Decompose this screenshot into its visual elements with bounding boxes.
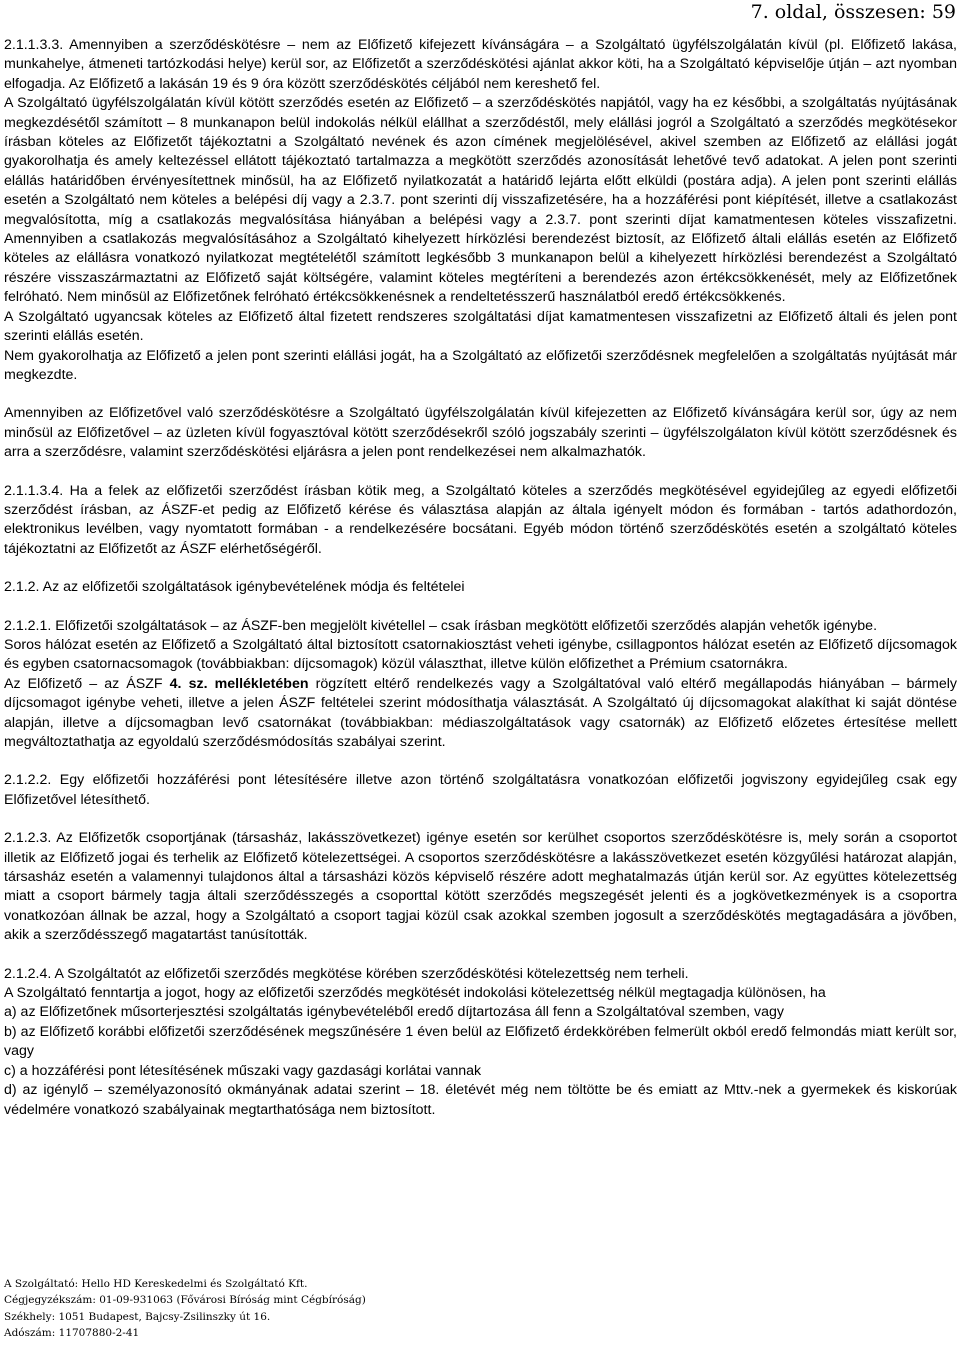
paragraph-refusal-right: A Szolgáltató fenntartja a jogot, hogy az előfizetői szerződés megkötését indokolási kötelezettség nélkül megtagadja különösen, ha <box>4 985 826 1002</box>
text-segment: rögzített eltérő rendelkezés vagy a Szolgáltatóval való eltérő megállapodás hiányában – bármely díjcsomagot igénybe veheti, illetve a jelen ÁSZF feltételei szerint módosíthatja választását. A Szolgáltató új díjcsomagokat alakíthat ki saját döntése alapján, illetve a díjcsomagban levő csatornákat (továbbiakban: médiaszolgáltatások vagy csatornák) az Előfizető előzetes értesítése mellett megváltoztathatja az egyoldalú szerződésmódosítás szabályai szerint. <box>4 675 957 750</box>
paragraph-2-1-2-4: 2.1.2.4. A Szolgáltatót az előfizetői szerződés megkötése körében szerződéskötési kötelezettség nem terheli. <box>4 965 689 982</box>
text-segment: Az Előfizető – az ÁSZF <box>4 675 170 692</box>
paragraph-withdrawal-right: A Szolgáltató ügyfélszolgálatán kívül kötött szerződés esetén az Előfizető – a szerződéskötés napjától, vagy ha ez későbbi, a szolgáltatás nyújtásának megkezdésétől számított – 8 munkanapon belül indokolás nélkül elállhat a szerződéstől, mely elállási jogról a Szolgáltató a szerződés megkötésekor írásban köteles az Előfizetőt tájékoztatni a Szolgáltató nevének és azon címének megjelölésével, akivel szemben az Előfizető az elállási jogát gyakorolhatja és amely keltezéssel ellátott tájékoztató tartalmazza a megkötött szerződés azonosítását lehetővé tevő adatokat. A jelen pont szerinti elállás határidőben érvényesítettnek minősül, ha az Előfizető nyilatkozatát a határidő lejárta előtt elküldi (postára adja). A jelen pont szerinti elállás esetén a Szolgáltató nem köteles a belépési díj vagy a 2.3.7. pont szerinti díj visszafizetésére, ha a hozzáférési pont kiépítését, illetve a csatlakozást megvalósította, míg a csatlakozás megvalósítása hiányában a belépési vagy a 2.3.7. pont szerinti díjat kamatmentesen köteles visszafizetni. Amennyiben a csatlakozás megvalósításához a Szolgáltató kihelyezett hírközlési berendezést biztosít, az Előfizető általi elállás esetén az Előfizető köteles az elállásra vonatkozó nyilatkozat megtételétől számított legkésőbb 3 munkanapon belül a kihelyezett hírközlési berendezést a Szolgáltató részére visszaszármaztatni az Előfizető saját költségére, valamint köteles megtéríteni a berendezés azon értékcsökkenését, mely az Előfizetőnek felróható. Nem minősül az Előfizetőnek felróható értékcsökkenésnek a rendeltetésszerű használatból eredő értékcsökkenés. <box>4 95 957 306</box>
footer-company-name: A Szolgáltató: Hello HD Kereskedelmi és Szolgáltató Kft. <box>4 1278 308 1290</box>
paragraph-2-1-1-3-3: 2.1.1.3.3. Amennyiben a szerződéskötésre – nem az Előfizető kifejezett kívánságára – a Szolgáltató ügyfélszolgálatán kívül (pl. Előfizető lakása, munkahelye, átmeneti tartózkodási helye) kerül sor, az Előfizetőt a szerződéskötési ajánlat akkor köti, ha a Szolgáltató képviselője útján – azt nyomban elfogadja. Az Előfizető a lakásán 19 és 9 óra között szerződéskötés céljából nem kereshető fel. <box>4 37 957 92</box>
paragraph-fee-refund: A Szolgáltató ugyancsak köteles az Előfizető által fizetett rendszeres szolgáltatási díjat kamatmentesen visszafizetni az Előfizető általi és jelen pont szerinti elállás esetén. <box>4 308 957 345</box>
paragraph-withdrawal-exception: Nem gyakorolhatja az Előfizető a jelen pont szerinti elállási jogát, ha a Szolgáltató az előfizetői szerződésnek megfelelően a szolgáltatás nyújtását már megkezdte. <box>4 347 957 383</box>
footer-registration-number: Cégjegyzékszám: 01-09-931063 (Fővárosi Bíróság mint Cégbíróság) <box>4 1294 366 1307</box>
footer-tax-number: Adószám: 11707880-2-41 <box>4 1327 140 1340</box>
list-item-b: b) az Előfizető korábbi előfizetői szerződésének megszűnésére 1 éven belül az Előfizető érdekkörében felmerült okból eredő felmondás miatt került sor, vagy <box>4 1023 957 1060</box>
paragraph-2-1-2-3: 2.1.2.3. Az Előfizetők csoportjának (társasház, lakásszövetkezet) igénye esetén sor kerülhet csoportos szerződéskötésre is, mely során a csoportot illetik az Előfizető jogai és terhelik az Előfizető kötelezettségei. A csoportos szerződéskötésre a lakásszövetkezet esetén közgyűlési határozat alapján, társasház esetén a valamennyi tulajdonos által a társasházi közös képviselő részére adott meghatalmazás útján kerül sor. Az együttes kötelezettség miatt a csoport bármely tagja általi szerződésszegés a csoporttal kötött szerződés megszegését jelenti és a jogkövetkezmények is a csoportra vonatkozóan állnak be azzal, hogy a Szolgáltató a csoport tagjai közül csak azokkal szemben jogosult a szerződéskötés megtagadására a jövőben, akik a szerződésszegő magatartást tanúsították. <box>4 830 957 944</box>
paragraph-package-choice <box>4 675 957 753</box>
paragraph-2-1-2-1: 2.1.2.1. Előfizetői szolgáltatások – az ÁSZF-ben megjelölt kivétellel – csak írásban megkötött előfizetői szerződés alapján vehetők igénybe. <box>4 617 878 634</box>
paragraph-2-1-2-2: 2.1.2.2. Egy előfizetői hozzáférési pont létesítésére illetve azon történő szolgáltatásra vonatkozóan előfizetői jogviszony egyidejűleg csak egy Előfizetővel létesíthető. <box>4 772 957 808</box>
annex-reference: 4. sz. mellékletében <box>169 675 309 692</box>
list-item-a: a) az Előfizetőnek műsorterjesztési szolgáltatás igénybevételéből eredő díjtartozása áll fenn a Szolgáltatóval szemben, vagy <box>4 1004 784 1021</box>
document-body <box>4 36 957 1120</box>
page-number-label: 7. oldal, összesen: 59 <box>750 1 956 23</box>
paragraph-2-1-1-3-4: 2.1.1.3.4. Ha a felek az előfizetői szerződést írásban kötik meg, a Szolgáltató köteles a szerződés megkötésével egyidejűleg az egyedi előfizetői szerződést írásban, az ÁSZF-et pedig az Előfizető kérése és választása alapján az általa igényelt módon és formában - tartós adathordozón, elektronikus levélben, vagy nyomtatott formában - a rendelkezésére bocsátani. Egyéb módon történő szerződéskötés esetén a szolgáltató köteles tájékoztatni az Előfizetőt az ÁSZF elérhetőségéről. <box>4 482 957 557</box>
list-item-d: d) az igénylő – személyazonosító okmányának adatai szerint – 18. életévét még nem töltötte be és emiatt az Mttv.-nek a gyermekek és kiskorúak védelmére vonatkozó szabályainak megtarthatósága nem biztosított. <box>4 1082 957 1118</box>
footer-address: Székhely: 1051 Budapest, Bajcsy-Zsilinszky út 16. <box>4 1310 271 1323</box>
list-item-c: c) a hozzáférési pont létesítésének műszaki vagy gazdasági korlátai vannak <box>4 1062 482 1079</box>
paragraph-off-premises-request: Amennyiben az Előfizetővel való szerződéskötésre a Szolgáltató ügyfélszolgálatán kívül kifejezetten az Előfizető kívánságára kerül sor, úgy az nem minősül az Előfizetővel – az üzleten kívül fogyasztóval kötött szerződésekről szóló jogszabály szerinti – ügyfélszolgálaton kívül kötött szerződésnek és arra a szerződésre, valamint szerződéskötési eljárásra a jelen pont rendelkezései nem alkalmazhatók. <box>4 405 957 461</box>
company-footer <box>4 1276 366 1342</box>
paragraph-network-packages: Soros hálózat esetén az Előfizető a Szolgáltató által biztosított csatornakiosztást veheti igénybe, csillagpontos hálózat esetén az Előfizető díjcsomagok és egyben csatornacsomagok (továbbiakban: díjcsomagok) közül választhat, illetve külön előfizethet a Prémium csatornákra. <box>4 636 957 673</box>
section-heading-2-1-2: 2.1.2. Az az előfizetői szolgáltatások igénybevételének módja és feltételei <box>4 579 465 596</box>
